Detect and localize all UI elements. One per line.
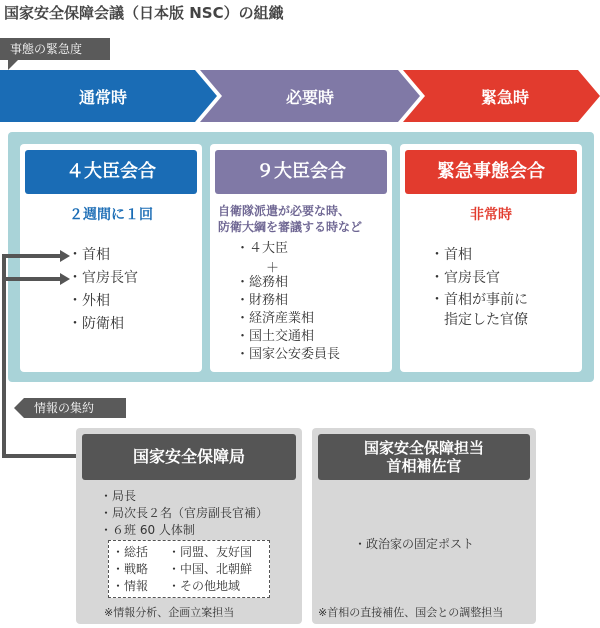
member-item: ・ 外相 (68, 290, 138, 313)
bureau-teams-col1 (112, 544, 148, 595)
nine-minister-card (210, 144, 392, 372)
team-item: ・ 戦略 (112, 561, 148, 578)
team-item: ・ 総括 (112, 544, 148, 561)
advisor-note: ※首相の直接補佐、国会との調整担当 (318, 606, 504, 619)
member-item: ・ 防衛相 (68, 313, 138, 336)
team-item: ・ その他地域 (168, 578, 252, 595)
member-item: ・ 官房長官 (68, 267, 138, 290)
member-item: ・ 経済産業相 (236, 310, 340, 328)
bureau-item: ・ 局次長２名（官房副長官補） (100, 505, 268, 522)
nine-minister-additional-members (236, 274, 340, 364)
advisor-title (318, 434, 530, 480)
four-minister-members (68, 244, 138, 336)
member-item: ・ 国家公安委員長 (236, 346, 340, 364)
nine-minister-title: ９大臣会合 (215, 150, 387, 194)
member-item: ・ 国土交通相 (236, 328, 340, 346)
nine-minister-members (236, 240, 288, 258)
urgency-phase-bar (0, 70, 600, 122)
phase-label-emergency: 緊急時 (480, 88, 530, 107)
bureau-item: ・ ６班 60 人体制 (100, 522, 268, 539)
emergency-condition: 非常時 (470, 207, 512, 223)
member-item: ・ 総務相 (236, 274, 340, 292)
member-item-continued: 指定した官僚 (444, 312, 528, 328)
advisor-title-line1: 国家安全保障担当 (363, 439, 484, 457)
emergency-card (400, 144, 582, 372)
urgency-label-pointer (8, 60, 18, 70)
four-minister-title: ４大臣会合 (25, 150, 197, 194)
advisor-items (354, 536, 474, 553)
plus-sign: ＋ (266, 261, 280, 276)
phase-label-normal: 通常時 (78, 88, 128, 107)
advisor-item: ・ 政治家の固定ポスト (354, 536, 474, 553)
four-minister-card (20, 144, 202, 372)
member-item: ・ 首相が事前に (430, 290, 528, 311)
team-item: ・ 中国、北朝鮮 (168, 561, 252, 578)
info-label-pointer (14, 398, 24, 418)
member-item: ・ 官房長官 (430, 267, 528, 290)
advisor-title-line2: 首相補佐官 (386, 457, 462, 475)
team-item: ・ 情報 (112, 578, 148, 595)
member-item: ・ 財務相 (236, 292, 340, 310)
nine-minister-condition-2: 防衛大綱を審議する時など (218, 220, 363, 234)
bureau-items (100, 488, 268, 539)
info-aggregation-label: 情報の集約 (24, 398, 126, 418)
emergency-title: 緊急事態会合 (405, 150, 577, 194)
member-item: ・ 首相 (68, 244, 138, 267)
team-item: ・ 同盟、友好国 (168, 544, 252, 561)
phase-label-required: 必要時 (285, 88, 335, 107)
member-item: ・ 首相 (430, 244, 528, 267)
bureau-item: ・ 局長 (100, 488, 268, 505)
urgency-label: 事態の緊急度 (0, 38, 110, 60)
member-item: ・ ４大臣 (236, 240, 288, 258)
bureau-note: ※情報分析、企画立案担当 (104, 606, 235, 619)
bureau-title: 国家安全保障局 (82, 434, 296, 480)
four-minister-frequency: ２週間に１回 (69, 207, 153, 223)
nine-minister-condition-1: 自衛隊派遣が必要な時、 (218, 204, 351, 218)
emergency-members (430, 244, 528, 311)
bureau-teams-col2 (168, 544, 252, 595)
page-title: 国家安全保障会議（日本版 NSC）の組織 (4, 4, 284, 22)
